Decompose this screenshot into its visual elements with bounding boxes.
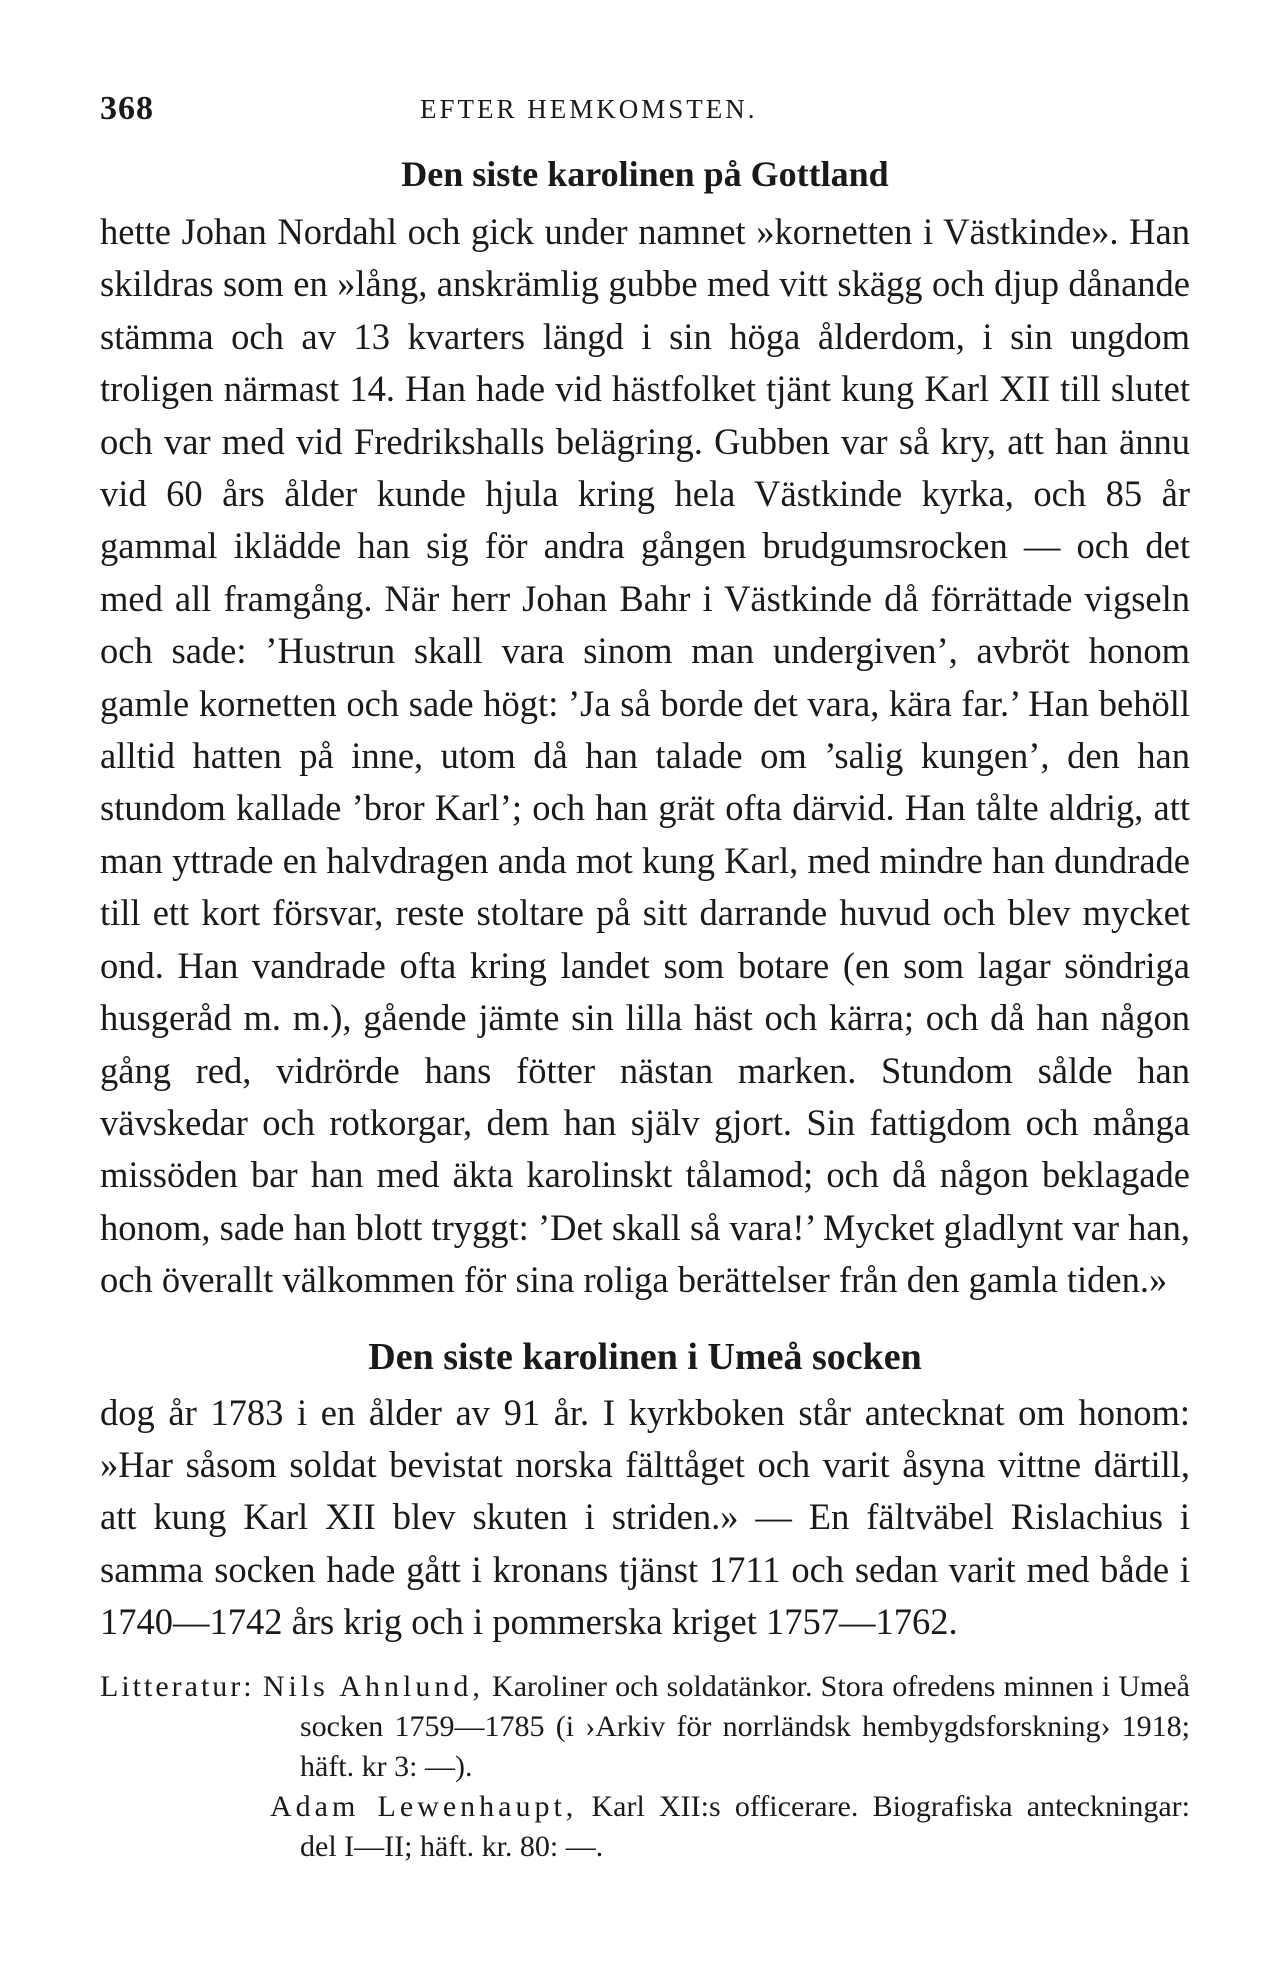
running-head — [100, 90, 1190, 150]
literature-text: Karoliner och soldatänkor. Stora ofredens minnen i Umeå socken 1759—1785 (i ›Arkiv för norrländsk hembygdsforskning› 1918; häft. kr 3: —). — [300, 1669, 1190, 1783]
literature-author: Nils Ahnlund, — [262, 1669, 484, 1703]
literature-text: Karl XII:s officerare. Biografiska anteckningar: del I—II; häft. kr. 80: —. — [300, 1789, 1190, 1863]
literature-author: Adam Lewenhaupt, — [270, 1789, 578, 1823]
section-heading-gottland: Den siste karolinen på Gottland — [401, 154, 889, 194]
paragraph-umea: dog år 1783 i en ålder av 91 år. I kyrkboken står antecknat om honom: »Har såsom soldat bevistat norska fälttåget och varit åsyna vittne därtill, att kung Karl XII blev skuten i striden.» — En fältväbel Rislachius i samma socken hade gått i kronans tjänst 1711 och sedan varit med både i 1740—1742 års krig och i pommerska kriget 1757—1762. — [100, 1391, 1190, 1643]
paragraph-gottland: hette Johan Nordahl och gick under namnet »kornetten i Västkinde». Han skildras som en »lång, anskrämlig gubbe med vitt skägg och djup dånande stämma och av 13 kvarters längd i sin höga ålderdom, i sin ungdom troligen närmast 14. Han hade vid hästfolket tjänt kung Karl XII till slutet och var med vid Fredrikshalls belägring. Gubben var så kry, att han ännu vid 60 års ålder kunde hjula kring hela Västkinde kyrka, och 85 år gammal iklädde han sig för andra gången brudgumsrocken — och det med all framgång. När herr Johan Bahr i Västkinde då förrättade vigseln och sade: ’Hustrun skall vara sinom man undergiven’, avbröt honom gamle kornetten och sade högt: ’Ja så borde det vara, kära far.’ Han behöll alltid hatten på inne, utom då han talade om ’salig kungen’, den han stundom kallade ’bror Karl’; och han grät ofta därvid. Han tålte aldrig, att man yttrade en halvdragen anda mot kung Karl, med mindre han dundrade till ett kort försvar, reste stoltare på sitt darrande huvud och blev mycket ond. Han vandrade ofta kring landet som botare (en som lagar söndriga husgeråd m. m.), gående jämte sin lilla häst och kärra; och då han någon gång red, vidrörde hans fötter nästan marken. Stundom sålde han vävskedar och rotkorgar, dem han själv gjort. Sin fattigdom och många missöden bar han med äkta karolinskt tålamod; och då någon beklagade honom, sade han blott tryggt: ’Det skall så vara!’ Mycket gladlynt var han, och överallt välkommen för sina roliga berättelser från den gamla tiden.» — [100, 211, 1190, 1301]
running-title: EFTER HEMKOMSTEN. — [420, 94, 758, 124]
section-heading-umea: Den siste karolinen i Umeå socken — [368, 1335, 922, 1378]
literature-references — [100, 1667, 1190, 1867]
page-number: 368 — [100, 90, 154, 127]
literature-entry — [100, 1787, 1190, 1867]
literature-label: Litteratur: — [100, 1669, 255, 1703]
literature-entry — [100, 1667, 1190, 1787]
book-page — [100, 90, 1190, 1867]
